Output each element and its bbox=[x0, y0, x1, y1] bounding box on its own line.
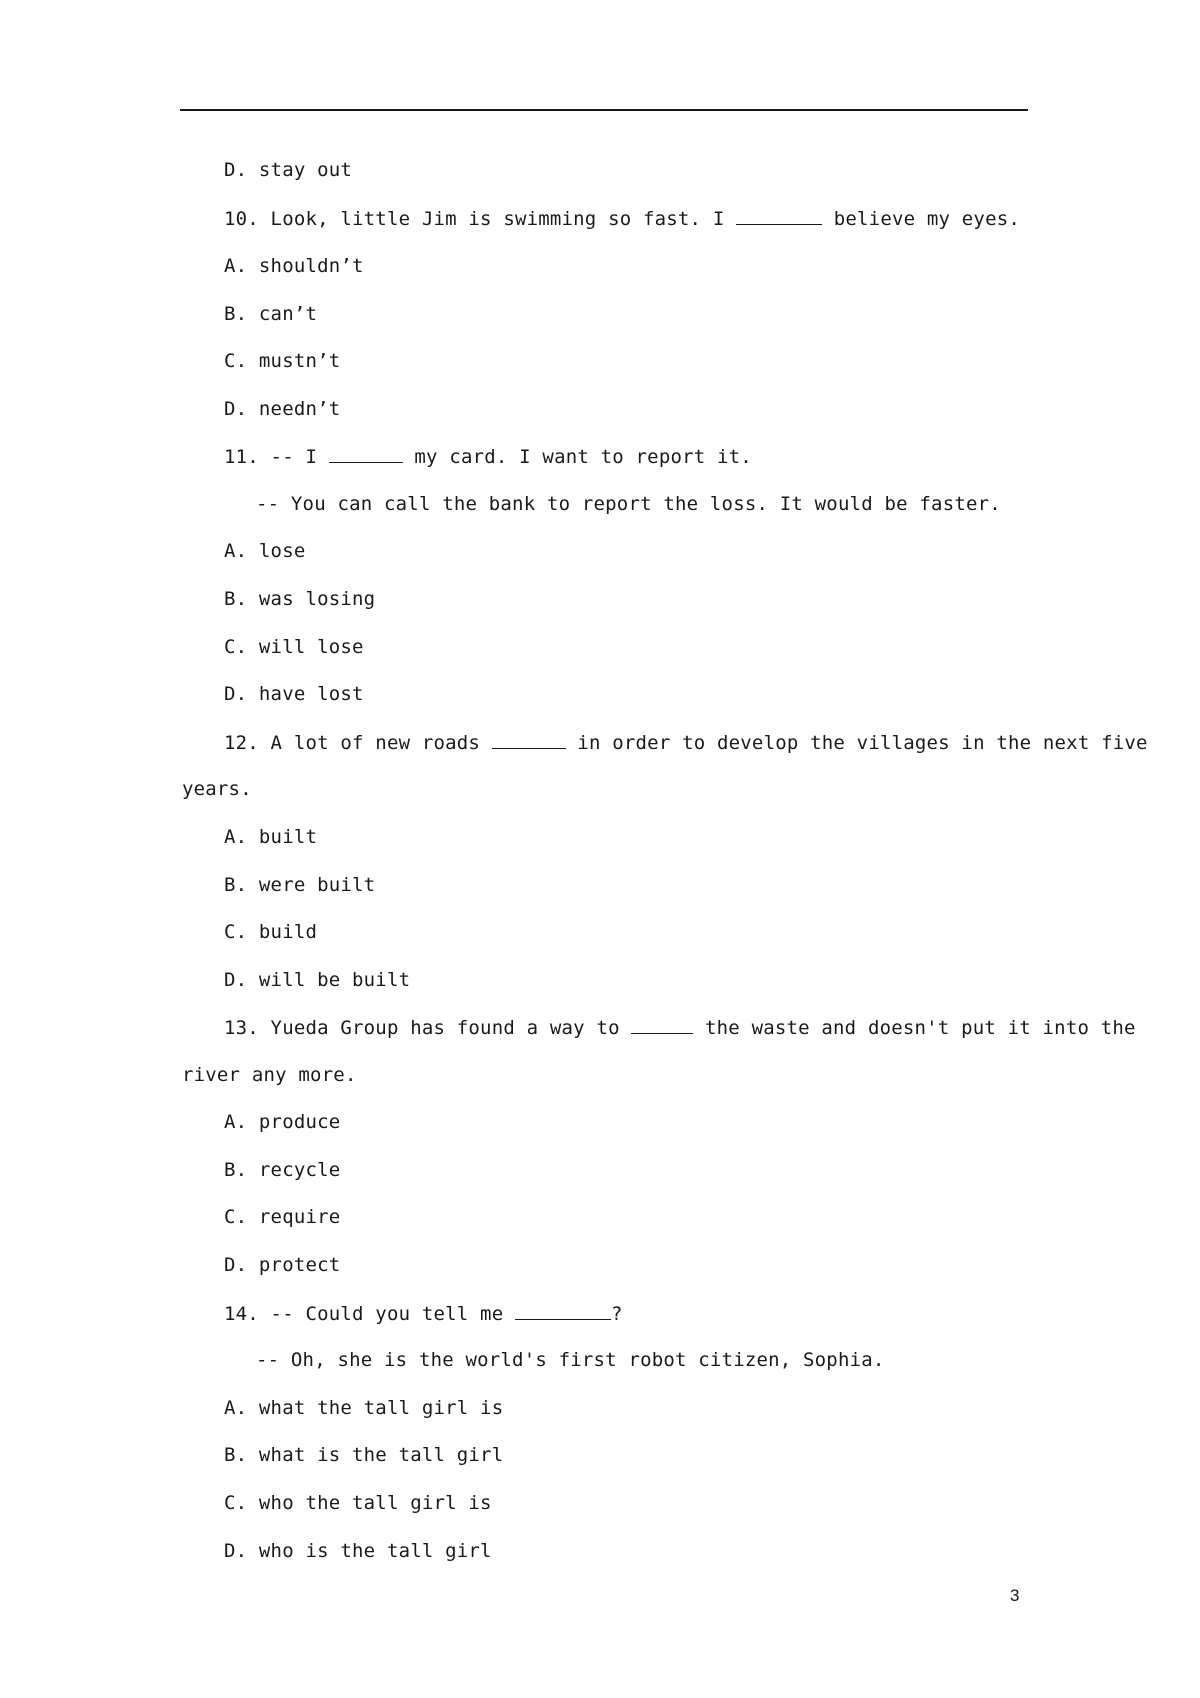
q10-answer-blank bbox=[736, 206, 822, 225]
q12-option-a: A. built bbox=[224, 826, 318, 848]
q13-stem-before: 13. Yueda Group has found a way to bbox=[224, 1017, 632, 1039]
q14-option-b: B. what is the tall girl bbox=[224, 1444, 504, 1466]
q10-stem-after: believe my eyes. bbox=[822, 208, 1020, 230]
q10-stem bbox=[224, 206, 1020, 231]
q10-option-b: B. can’t bbox=[224, 303, 318, 325]
q12-stem-continued: years. bbox=[182, 778, 252, 800]
q11-stem-before: 11. -- I bbox=[224, 446, 329, 468]
q13-answer-blank bbox=[631, 1015, 693, 1034]
q12-answer-blank bbox=[492, 730, 566, 749]
q14-reply: -- Oh, she is the world's first robot citizen, Sophia. bbox=[256, 1349, 885, 1371]
q12-stem-after: in order to develop the villages in the next five bbox=[565, 732, 1148, 754]
q11-option-a: A. lose bbox=[224, 540, 306, 562]
q10-option-d: D. needn’t bbox=[224, 398, 341, 420]
q14-stem-after: ? bbox=[610, 1303, 623, 1325]
header-rule bbox=[180, 109, 1028, 111]
q13-option-c: C. require bbox=[224, 1206, 341, 1228]
q14-option-c: C. who the tall girl is bbox=[224, 1492, 492, 1514]
q13-stem-after: the waste and doesn't put it into the bbox=[693, 1017, 1136, 1039]
q12-option-c: C. build bbox=[224, 921, 318, 943]
page-number: 3 bbox=[1010, 1586, 1020, 1605]
q13-option-b: B. recycle bbox=[224, 1159, 341, 1181]
q12-option-d: D. will be built bbox=[224, 969, 411, 991]
q14-option-d: D. who is the tall girl bbox=[224, 1540, 492, 1562]
q12-stem bbox=[224, 730, 1148, 755]
q12-option-b: B. were built bbox=[224, 874, 376, 896]
q9-option-d: D. stay out bbox=[224, 159, 353, 181]
q13-stem bbox=[224, 1015, 1136, 1040]
q11-reply: -- You can call the bank to report the loss. It would be faster. bbox=[256, 493, 1001, 515]
q11-option-c: C. will lose bbox=[224, 636, 364, 658]
q11-option-d: D. have lost bbox=[224, 683, 364, 705]
q14-stem-before: 14. -- Could you tell me bbox=[224, 1303, 515, 1325]
q14-option-a: A. what the tall girl is bbox=[224, 1397, 504, 1419]
q11-stem bbox=[224, 444, 752, 469]
q11-answer-blank bbox=[329, 444, 403, 463]
q11-option-b: B. was losing bbox=[224, 588, 376, 610]
q13-stem-continued: river any more. bbox=[182, 1064, 357, 1086]
q13-option-d: D. protect bbox=[224, 1254, 341, 1276]
q14-answer-blank bbox=[515, 1301, 611, 1320]
q10-option-c: C. mustn’t bbox=[224, 350, 341, 372]
q13-option-a: A. produce bbox=[224, 1111, 341, 1133]
q14-stem bbox=[224, 1301, 623, 1326]
q11-stem-after: my card. I want to report it. bbox=[402, 446, 752, 468]
q12-stem-before: 12. A lot of new roads bbox=[224, 732, 492, 754]
q10-stem-before: 10. Look, little Jim is swimming so fast. I bbox=[224, 208, 737, 230]
q10-option-a: A. shouldn’t bbox=[224, 255, 364, 277]
